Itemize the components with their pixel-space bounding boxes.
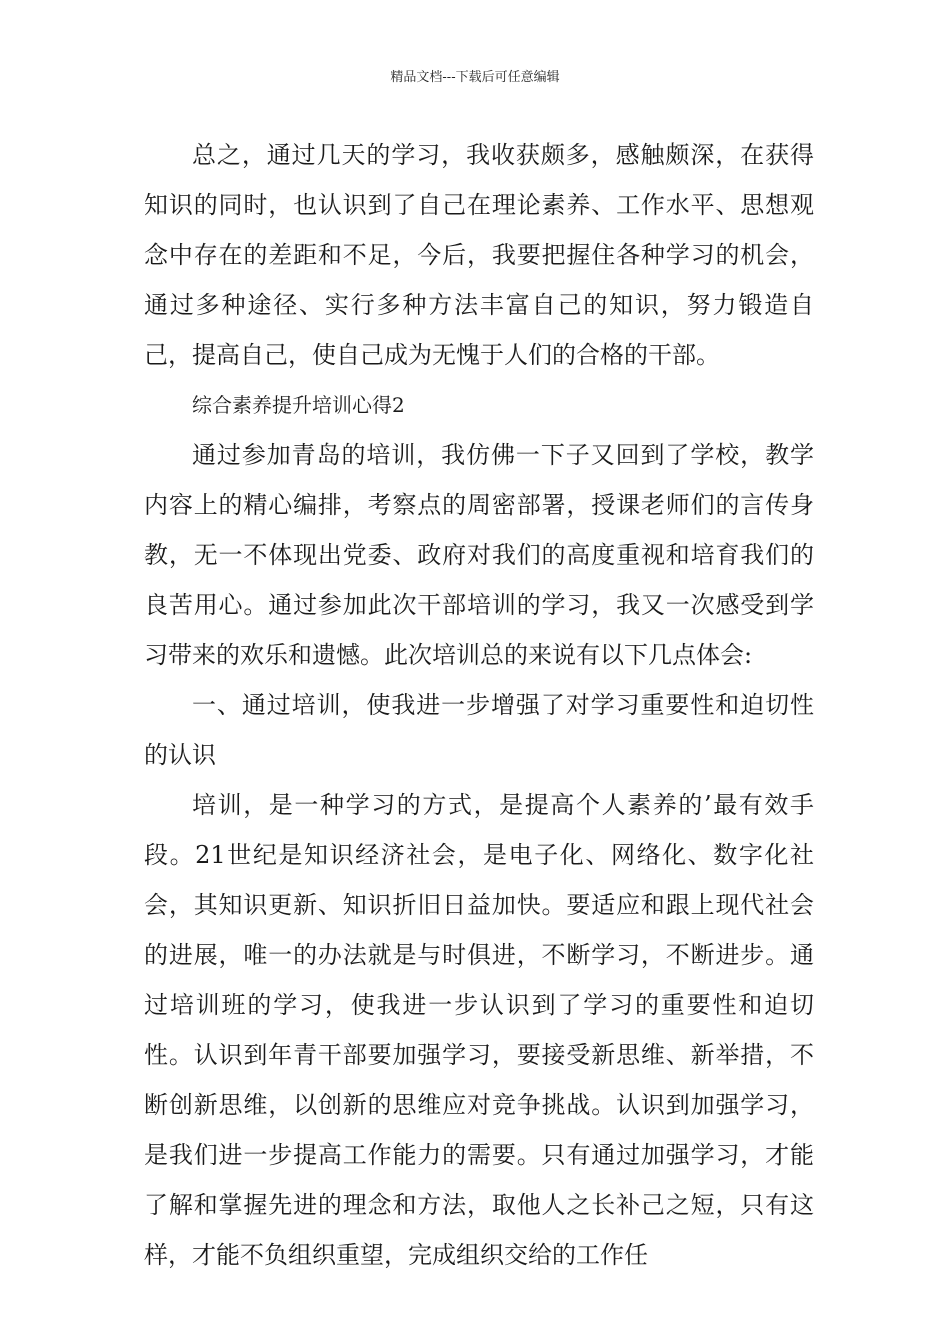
- paragraph-point-one-heading: 一、通过培训，使我进一步增强了对学习重要性和迫切性的认识: [144, 691, 814, 769]
- section-title: 综合素养提升培训心得2: [192, 393, 405, 417]
- paragraph-intro: 通过参加青岛的培训，我仿佛一下子又回到了学校，教学内容上的精心编排，考察点的周密部署，授课老师们的言传身教，无一不体现出党委、政府对我们的高度重视和培育我们的良苦用心。通过参加此次干部培训的学习，我又一次感受到学习带来的欢乐和遗憾。此次培训总的来说有以下几点体会:: [144, 441, 814, 669]
- page-header: 精品文档---下载后可任意编辑: [390, 70, 560, 85]
- document-body: [144, 130, 814, 1280]
- paragraph-training-body: 培训，是一种学习的方式，是提高个人素养的’最有效手段。21世纪是知识经济社会，是电子化、网络化、数字化社会，其知识更新、知识折旧日益加快。要适应和跟上现代社会的进展，唯一的办法就是与时俱进，不断学习，不断进步。通过培训班的学习，使我进一步认识到了学习的重要性和迫切性。认识到年青干部要加强学习，要接受新思维、新举措，不断创新思维，以创新的思维应对竞争挑战。认识到加强学习，是我们进一步提高工作能力的需要。只有通过加强学习，才能了解和掌握先进的理念和方法，取他人之长补己之短，只有这样，才能不负组织重望，完成组织交给的工作任: [144, 791, 814, 1269]
- paragraph-conclusion: 总之，通过几天的学习，我收获颇多，感触颇深，在获得知识的同时，也认识到了自己在理论素养、工作水平、思想观念中存在的差距和不足，今后，我要把握住各种学习的机会，通过多种途径、实行多种方法丰富自己的知识，努力锻造自己，提高自己，使自己成为无愧于人们的合格的干部。: [144, 141, 814, 369]
